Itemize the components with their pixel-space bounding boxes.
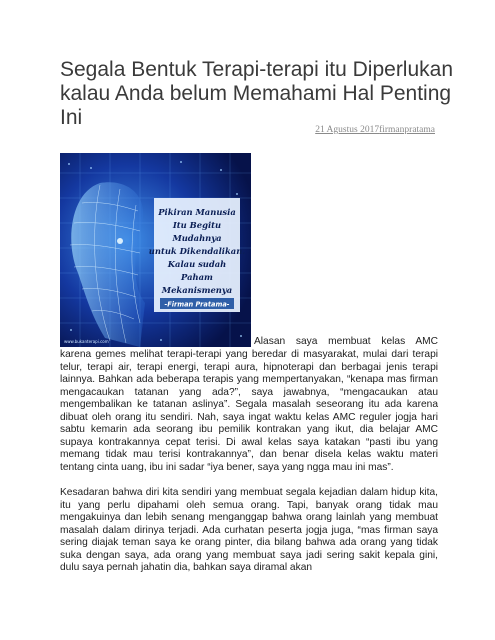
quote-line: Mudahnya xyxy=(172,233,222,243)
quote-author: -Firman Pratama- xyxy=(164,300,230,309)
article-date-link[interactable]: 21 Agustus 2017 xyxy=(315,125,380,135)
paragraph-2: Kesadaran bahwa diri kita sendiri yang membuat segala kejadian dalam hidup kita, itu yang perlu dipahami oleh semua orang. Tapi, banyak orang tidak mau mengakuinya dan lebih senang menganggap bahwa orang lainlah yang membuat masalah dalam dirinya terjadi. Ada curhatan peserta jogja juga, “mas firman saya sering diajak teman saya ke orang pinter, dia bilang bahwa ada orang yang tidak suka dengan saya, ada orang yang membuat saya jadi sering sakit kepala gini, dulu saya pernah jahatin dia, bahkan saya diramal akan xyxy=(60,487,438,573)
quote-line: Itu Begitu xyxy=(172,220,222,230)
quote-line: untuk Dikendalikan. xyxy=(148,246,246,256)
article-author-link[interactable]: firmanpratama xyxy=(379,125,435,135)
paragraph-1-first-line: Alasan saya membuat kelas AMC xyxy=(254,336,438,347)
paragraph-1: karena gemes melihat terapi-terapi yang beredar di masyarakat, mulai dari terapi telur, terapi air, terapi energi, terapi aura, hipnoterapi dan berbagai jenis terapi lainnya. Bahkan ada beberapa terapis yang mempertanyakan, “kenapa mas firman mengacaukan tatanan yang ada?”, saya jawabnya, “mengacaukan atau mengembalikan ke tatanan aslinya”. Segala masalah seseorang itu ada karena dibuat oleh orang itu sendiri. Nah, saya ingat waktu kelas AMC reguler jogja hari sabtu kemarin ada seorang ibu pemilik kontrakan yang ikut, dia belajar AMC supaya kontrakannya cepat terisi. Di awal kelas saya katakan “pasti ibu yang memang tidak mau terisi kontrakannya”, dan benar disela kelas waktu materi tentang cinta uang, ibu ini sadar “iya bener, saya yang ngga mau ini mas”. xyxy=(60,349,438,473)
quote-line: Kalau sudah xyxy=(167,259,227,269)
figure-illustration xyxy=(60,153,251,347)
article-figure xyxy=(60,153,251,347)
article-title: Segala Bentuk Terapi-terapi itu Diperlukan kalau Anda belum Memahami Hal Penting Ini xyxy=(60,58,454,129)
quote-line: Mekanismenya xyxy=(161,285,233,295)
article-meta xyxy=(315,125,435,135)
quote-line: Paham xyxy=(181,272,213,282)
figure-site-watermark: www.bukanterapi.com xyxy=(64,339,109,344)
quote-line: Pikiran Manusia xyxy=(158,207,236,217)
